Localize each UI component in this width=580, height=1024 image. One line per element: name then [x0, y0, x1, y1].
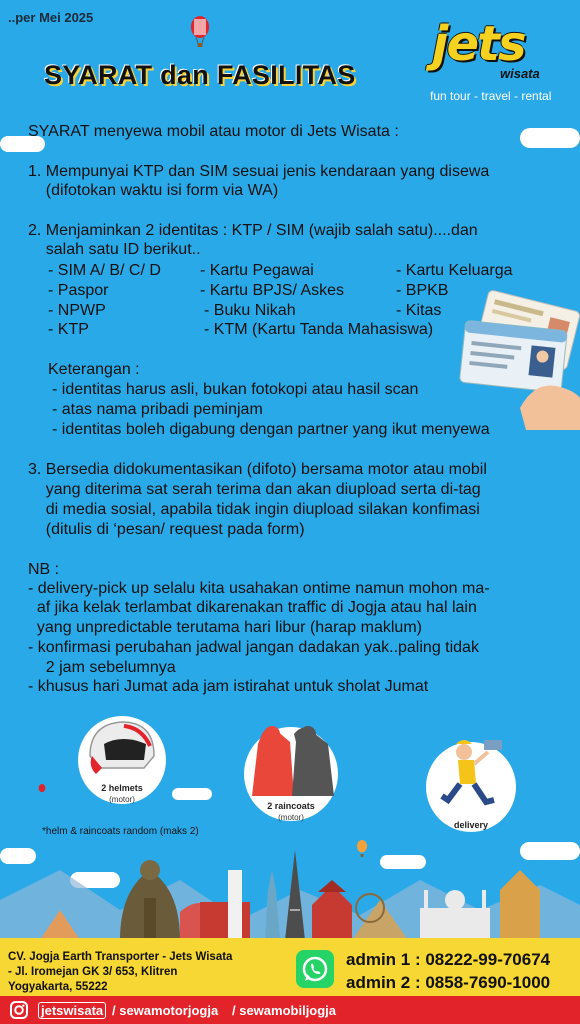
requirement-2-line: salah satu ID berikut..	[28, 241, 201, 258]
id-option: - Buku Nikah	[204, 302, 296, 319]
delivery-label: delivery	[453, 820, 489, 830]
keterangan-title: Keterangan :	[48, 361, 140, 378]
nb-line: - delivery-pick up selalu kita usahakan ontime namun mohon ma-	[28, 580, 490, 597]
social-handle[interactable]: jetswisata	[38, 1002, 106, 1019]
company-name: CV. Jogja Earth Transporter - Jets Wisata	[8, 951, 233, 963]
id-option: - NPWP	[48, 302, 106, 319]
instagram-icon[interactable]	[10, 1001, 28, 1019]
raincoat-label: 2 raincoats	[267, 801, 315, 811]
id-option: - KTP	[48, 321, 89, 338]
requirement-3-line: 3. Bersedia didokumentasikan (difoto) bersama motor atau mobil	[28, 461, 487, 478]
requirement-3-line: (ditulis di ‘pesan/ request pada form)	[28, 521, 305, 538]
requirement-3-line: di media sosial, apabila tidak ingin diupload silakan konfimasi	[28, 501, 480, 518]
whatsapp-icon[interactable]	[296, 950, 334, 988]
nb-line: yang unpredictable terutama hari libur (harap maklum)	[28, 619, 422, 636]
admin-2-phone[interactable]: admin 2 : 0858-7690-1000	[346, 973, 551, 992]
cloud	[520, 128, 580, 148]
hot-air-balloon-icon	[190, 16, 210, 48]
id-option: - Kartu BPJS/ Askes	[200, 282, 345, 299]
date-note: ..per Mei 2025	[8, 10, 94, 25]
cloud	[172, 788, 212, 800]
delivery-runner-icon	[436, 730, 510, 814]
id-option: - Kartu Keluarga	[396, 262, 513, 279]
social-handle[interactable]: / sewamobiljogja	[232, 1003, 337, 1018]
id-option: - Kartu Pegawai	[200, 262, 314, 279]
brand-logo-sub: wisata	[500, 66, 540, 81]
helmet-label: 2 helmets	[101, 783, 143, 793]
page-title: SYARAT dan FASILITAS	[44, 60, 356, 90]
landmarks-skyline	[0, 830, 580, 940]
helmet-sublabel: (motor)	[109, 795, 135, 804]
requirement-2-line: 2. Menjaminkan 2 identitas : KTP / SIM (wajib salah satu)....dan	[28, 222, 478, 239]
brand-logo: jets	[432, 16, 525, 72]
id-cards-icon	[456, 290, 580, 430]
facilities-note: *helm & raincoats random (maks 2)	[42, 826, 199, 837]
admin-1-phone[interactable]: admin 1 : 08222-99-70674	[346, 950, 551, 969]
id-option: - SIM A/ B/ C/ D	[48, 262, 161, 279]
nb-line: - khusus hari Jumat ada jam istirahat untuk sholat Jumat	[28, 678, 429, 695]
id-option: - Kitas	[396, 302, 442, 319]
nb-title: NB :	[28, 561, 60, 578]
helmet-icon	[84, 716, 160, 782]
requirement-3-line: yang diterima sat serah terima dan akan diupload serta di-tag	[28, 481, 481, 498]
keterangan-line: - atas nama pribadi peminjam	[52, 401, 263, 418]
intro-text: SYARAT menyewa mobil atau motor di Jets Wisata :	[28, 123, 399, 140]
hot-air-balloon-icon	[38, 784, 46, 796]
social-handle[interactable]: / sewamotorjogja	[112, 1003, 219, 1018]
nb-line: af jika kelak terlambat dikarenakan traffic di Jogja atau hal lain	[28, 599, 477, 616]
keterangan-line: - identitas harus asli, bukan fotokopi atau hasil scan	[52, 381, 419, 398]
id-option: - Paspor	[48, 282, 109, 299]
raincoat-sublabel: (motor)	[278, 813, 304, 822]
keterangan-line: - identitas boleh digabung dengan partner yang ikut menyewa	[52, 421, 490, 438]
requirement-1-line: (difotokan waktu isi form via WA)	[28, 182, 279, 199]
address-line: - Jl. Iromejan GK 3/ 653, Klitren	[8, 966, 178, 978]
address-line: Yogyakarta, 55222	[8, 981, 108, 993]
id-option: - KTM (Kartu Tanda Mahasiswa)	[204, 321, 434, 338]
requirement-1-line: 1. Mempunyai KTP dan SIM sesuai jenis kendaraan yang disewa	[28, 163, 490, 180]
id-option: - BPKB	[396, 282, 449, 299]
raincoat-icon	[248, 724, 336, 802]
nb-line: - konfirmasi perubahan jadwal jangan dadakan yak..paling tidak	[28, 639, 479, 656]
brand-tagline: fun tour - travel - rental	[430, 89, 552, 103]
nb-line: 2 jam sebelumnya	[28, 659, 176, 676]
